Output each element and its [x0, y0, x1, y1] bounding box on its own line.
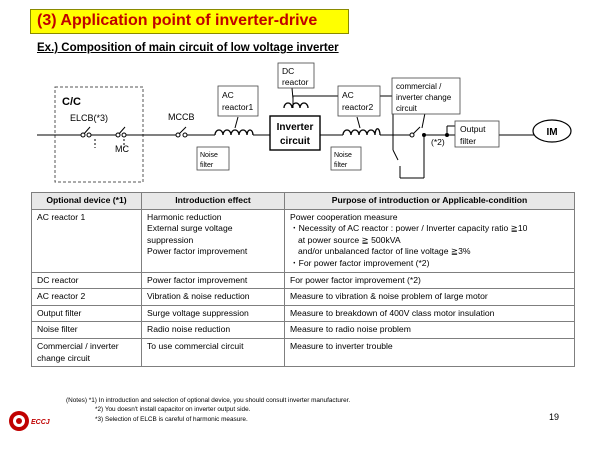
- page-number: 19: [549, 412, 560, 422]
- cell-purpose: Measure to breakdown of 400V class motor insulation: [285, 305, 575, 322]
- mccb-label: MCCB: [168, 112, 195, 122]
- effect-line: Harmonic reduction: [147, 211, 222, 222]
- table-row: [32, 272, 575, 289]
- cell-purpose: For power factor improvement (*2): [285, 272, 575, 289]
- cell-effect: Power factor improvement: [142, 272, 285, 289]
- cell-device: Output filter: [32, 305, 142, 322]
- footnote-2: *2) You doesn't install capacitor on inverter output side.: [95, 406, 251, 414]
- cell-effect: Surge voltage suppression: [142, 305, 285, 322]
- cell-purpose: Measure to inverter trouble: [285, 338, 575, 366]
- footnote-3: *3) Selection of ELCB is careful of harmonic measure.: [95, 415, 248, 423]
- slide-subtitle: Ex.) Composition of main circuit of low voltage inverter: [37, 42, 339, 54]
- dc-reactor-label-line1: DC: [282, 66, 295, 76]
- mc-label: MC: [115, 144, 129, 154]
- noise-filter-right-line2: filter: [334, 162, 348, 169]
- output-filter-label-line1: Output: [460, 124, 486, 134]
- elcb-label: ELCB(*3): [70, 113, 109, 123]
- slide-title: (3) Application point of inverter-drive: [37, 12, 318, 29]
- noise-filter-left-line1: Noise: [200, 152, 218, 159]
- header-purpose: Purpose of introduction or Applicable-condition: [285, 193, 575, 210]
- cell-effect: Radio noise reduction: [142, 322, 285, 339]
- purpose-line: Power cooperation measure: [290, 211, 398, 222]
- commercial-label-line2: inverter change: [396, 93, 452, 102]
- ac-reactor2-coil-icon: [343, 129, 380, 135]
- noise-filter-left-line2: filter: [200, 162, 214, 169]
- dc-reactor-label-line2: reactor: [282, 77, 309, 87]
- header-introduction-effect: Introduction effect: [142, 193, 285, 210]
- table-row: [32, 305, 575, 322]
- cell-device: Noise filter: [32, 322, 142, 339]
- header-optional-device: [32, 193, 142, 210]
- commercial-label-line1: commercial /: [396, 82, 442, 91]
- cell-effect: To use commercial circuit: [142, 338, 285, 366]
- purpose-line: ・Necessity of AC reactor : power / Inverter capacity ratio ≧10: [290, 223, 528, 234]
- noise-filter-right-line1: Noise: [334, 152, 352, 159]
- ac-reactor1-label-line2: reactor1: [222, 102, 254, 112]
- ac-reactor1-label-line1: AC: [222, 90, 234, 100]
- cell-effect: Vibration & noise reduction: [142, 289, 285, 306]
- effect-line: Power factor improvement: [147, 246, 248, 257]
- effect-line: External surge voltage: [147, 223, 233, 234]
- footnotes: [66, 396, 350, 424]
- cell-purpose: Measure to radio noise problem: [285, 322, 575, 339]
- table-row: [32, 338, 575, 366]
- note2-marker: (*2): [431, 137, 445, 147]
- table-row: [32, 289, 575, 306]
- cell-device: Commercial / inverter change circuit: [32, 338, 142, 366]
- cc-label: C/C: [62, 96, 81, 108]
- purpose-line: ・For power factor improvement (*2): [290, 257, 430, 268]
- header-optional-device-text: Optional device (*1): [46, 195, 127, 205]
- circuit-diagram: [0, 0, 600, 192]
- eccj-logo-text: ECCJ: [31, 419, 50, 426]
- ac-reactor2-label-line2: reactor2: [342, 102, 374, 112]
- junction-dot: [445, 133, 449, 137]
- junction-dot: [422, 133, 426, 137]
- cell-effect: [142, 209, 285, 272]
- optional-device-table: [31, 192, 575, 367]
- cell-device: AC reactor 1: [32, 209, 142, 272]
- cell-device: AC reactor 2: [32, 289, 142, 306]
- motor-im-label: IM: [546, 127, 558, 138]
- commercial-label-line3: circuit: [396, 104, 417, 113]
- table-row: [32, 322, 575, 339]
- eccj-logo-icon: [8, 410, 30, 432]
- inverter-label-line1: Inverter: [276, 122, 314, 133]
- table-header-row: [32, 193, 575, 210]
- table-row: [32, 209, 575, 272]
- ac-reactor2-label-line1: AC: [342, 90, 354, 100]
- cell-purpose: Measure to vibration & noise problem of large motor: [285, 289, 575, 306]
- output-filter-label-line2: filter: [460, 136, 477, 146]
- cell-purpose: [285, 209, 575, 272]
- effect-line: suppression: [147, 234, 194, 245]
- purpose-line: and/or unbalanced factor of line voltage ≧3%: [298, 246, 471, 257]
- ac-reactor1-coil-icon: [215, 130, 253, 135]
- dc-reactor-coil-icon: [284, 103, 308, 108]
- purpose-line: at power source ≧ 500kVA: [298, 234, 401, 245]
- cell-device: DC reactor: [32, 272, 142, 289]
- footnote-1: (Notes) *1) In introduction and selection of optional device, you should consult inverter manufacturer.: [66, 397, 351, 404]
- inverter-label-line2: circuit: [279, 136, 311, 147]
